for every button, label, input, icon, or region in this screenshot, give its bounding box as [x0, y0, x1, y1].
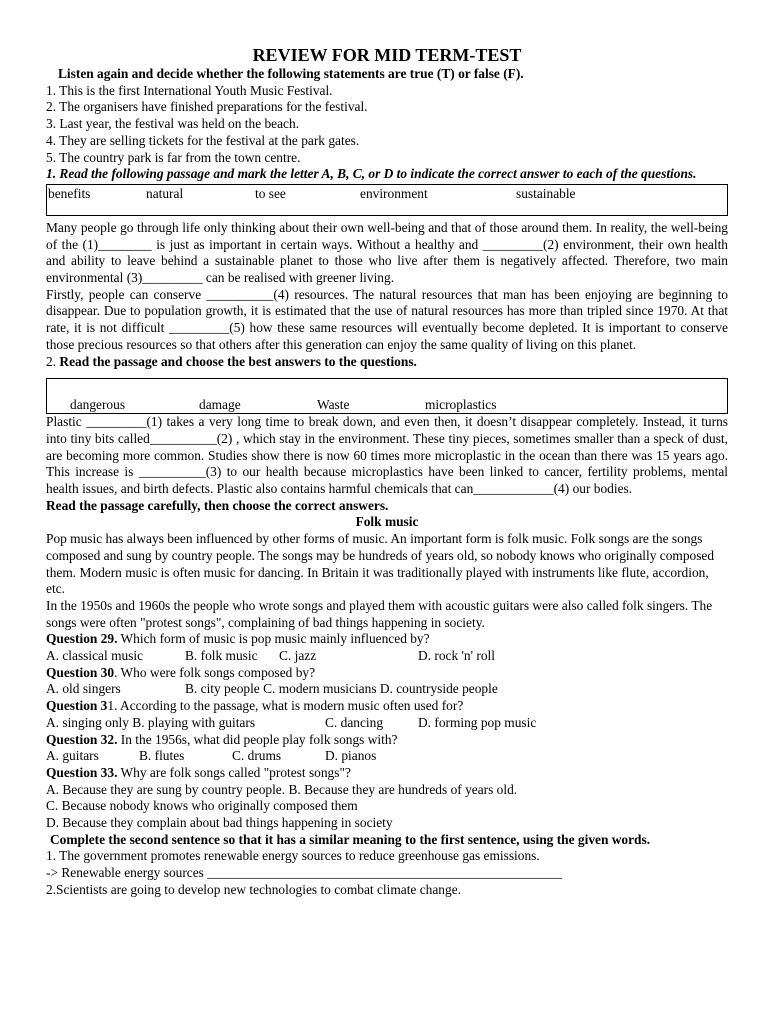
question-label: Question 33.: [46, 764, 118, 780]
option-line: C. Because nobody knows who originally composed them: [46, 798, 358, 814]
option: C. dancing: [325, 714, 384, 730]
question-29: [46, 631, 728, 648]
option: D. pianos: [325, 748, 377, 764]
worksheet-page: [46, 44, 728, 899]
rewrite-item: 1. The government promotes renewable energy sources to reduce greenhouse gas emissions.: [46, 848, 540, 864]
option: A. old singers: [46, 681, 121, 697]
question-31-options: [46, 715, 728, 732]
reading2-paragraph: Plastic _________(1) takes a very long time to break down, and even then, it doesn’t disappear completely. Instead, it turns into tiny bits called__________(2) , which stay in the environment. These tiny pieces, sometimes smaller than a speck of dust, are becoming more common. Studies show there is now 60 times more microplastic in the ocean than there was 15 years ago. This increase is __________(3) to our health because microplastics have been linked to cancer, fertility problems, mental health issues, and birth defects. Plastic also contains harmful chemicals that can____________(4) our bodies.: [46, 414, 728, 497]
reading3-paragraph: Pop music has always been influenced by other forms of music. An important form is folk music. Folk songs are the songs composed and sung by country people. The songs may be hundreds of years old, so nobody knows who originally composed them. Modern music is often music for dancing. In Britain it was traditionally played with instruments like flute, accordion, etc.: [46, 531, 715, 597]
reading2-heading: [46, 354, 728, 371]
option: A. classical music: [46, 648, 144, 664]
option: B. city people C. modern musicians D. countryside people: [185, 681, 498, 697]
word-box-item: benefits: [48, 185, 91, 201]
rewrite-item: 2.Scientists are going to develop new technologies to combat climate change.: [46, 881, 461, 897]
question-label: Question 29.: [46, 631, 118, 647]
word-box-2: [46, 378, 728, 414]
word-box-item: to see: [255, 185, 286, 201]
listening-item: 3. Last year, the festival was held on the beach.: [46, 116, 300, 132]
question-30: [46, 665, 728, 682]
question-text: . Who were folk songs composed by?: [114, 664, 316, 680]
rewrite-answer-line: -> Renewable energy sources _____________________________________________________: [46, 865, 563, 881]
reading3-instruction: Read the passage carefully, then choose the correct answers.: [46, 497, 389, 513]
option: D. rock 'n' roll: [418, 648, 495, 664]
option: A. guitars: [46, 748, 99, 764]
option: B. folk music: [185, 648, 258, 664]
reading1-paragraph: Firstly, people can conserve __________(4) resources. The natural resources that man has been enjoying are beginning to disappear. Due to population growth, it is estimated that the use of natural resources has more than tripled since 1970. At that rate, it is not difficult _________(5) how these same resources will eventually become depleted. It is important to conserve those precious resources so that others after this generation can enjoy the same quality of living on this planet.: [46, 286, 728, 352]
question-31: [46, 698, 728, 715]
word-box-item: damage: [199, 397, 241, 413]
word-box-item: Waste: [317, 397, 350, 413]
listening-item: 4. They are selling tickets for the festival at the park gates.: [46, 132, 360, 148]
rewrite-instruction: Complete the second sentence so that it has a similar meaning to the first sentence, using the given words.: [50, 831, 651, 847]
reading1-paragraph: Many people go through life only thinking about their own well-being and that of those around them. In reality, the well-being of the (1)________ is just as important in certain ways. Without a healthy and _________(2) environment, their own health and ability to leave behind a sustainable planet to those who live after them is negatively affected. Therefore, two main environmental (3)_________ can be realised with greener living.: [46, 219, 728, 286]
word-box-item: natural: [146, 185, 184, 201]
word-box-1: [46, 184, 728, 216]
reading1-instruction: 1. Read the following passage and mark the letter A, B, C, or D to indicate the correct answer to each of the questions.: [46, 166, 697, 182]
listening-item: 1. This is the first International Youth Music Festival.: [46, 82, 333, 98]
question-30-options: [46, 681, 728, 698]
reading2-number: 2.: [46, 353, 57, 369]
option: A. singing only B. playing with guitars: [46, 714, 256, 730]
word-box-item: sustainable: [516, 185, 576, 201]
passage-title: Folk music: [355, 514, 419, 530]
option: C. drums: [232, 748, 282, 764]
option: B. flutes: [139, 748, 185, 764]
question-text: Why are folk songs called "protest songs"?: [117, 764, 351, 780]
question-32-options: [46, 748, 728, 765]
reading3-paragraph: In the 1950s and 1960s the people who wrote songs and played them with acoustic guitars were also called folk singers. The songs were often "protest songs", complaining of bad things happening in society.: [46, 597, 713, 630]
listening-instruction: Listen again and decide whether the following statements are true (T) or false (F).: [58, 66, 524, 81]
listening-item: 5. The country park is far from the town centre.: [46, 149, 301, 165]
option-line: D. Because they complain about bad things happening in society: [46, 815, 393, 831]
word-box-item: environment: [360, 185, 428, 201]
option: D. forming pop music: [418, 714, 537, 730]
question-label: Question 30: [46, 664, 115, 680]
question-33: [46, 765, 728, 782]
page-title: REVIEW FOR MID TERM-TEST: [252, 45, 522, 65]
question-text: 1. According to the passage, what is modern music often used for?: [107, 698, 464, 714]
option-line: A. Because they are sung by country people. B. Because they are hundreds of years old.: [46, 781, 518, 797]
option: C. jazz: [279, 648, 317, 664]
question-text: In the 1956s, what did people play folk songs with?: [117, 731, 398, 747]
question-label: Question 32.: [46, 731, 118, 747]
word-box-item: dangerous: [70, 397, 126, 413]
word-box-item: microplastics: [425, 397, 497, 413]
listening-item: 2. The organisers have finished preparations for the festival.: [46, 99, 368, 115]
question-label: Question 3: [46, 698, 108, 714]
question-32: [46, 732, 728, 749]
question-29-options: [46, 648, 728, 665]
question-text: Which form of music is pop music mainly influenced by?: [117, 631, 430, 647]
reading2-instruction: Read the passage and choose the best answers to the questions.: [59, 353, 417, 369]
